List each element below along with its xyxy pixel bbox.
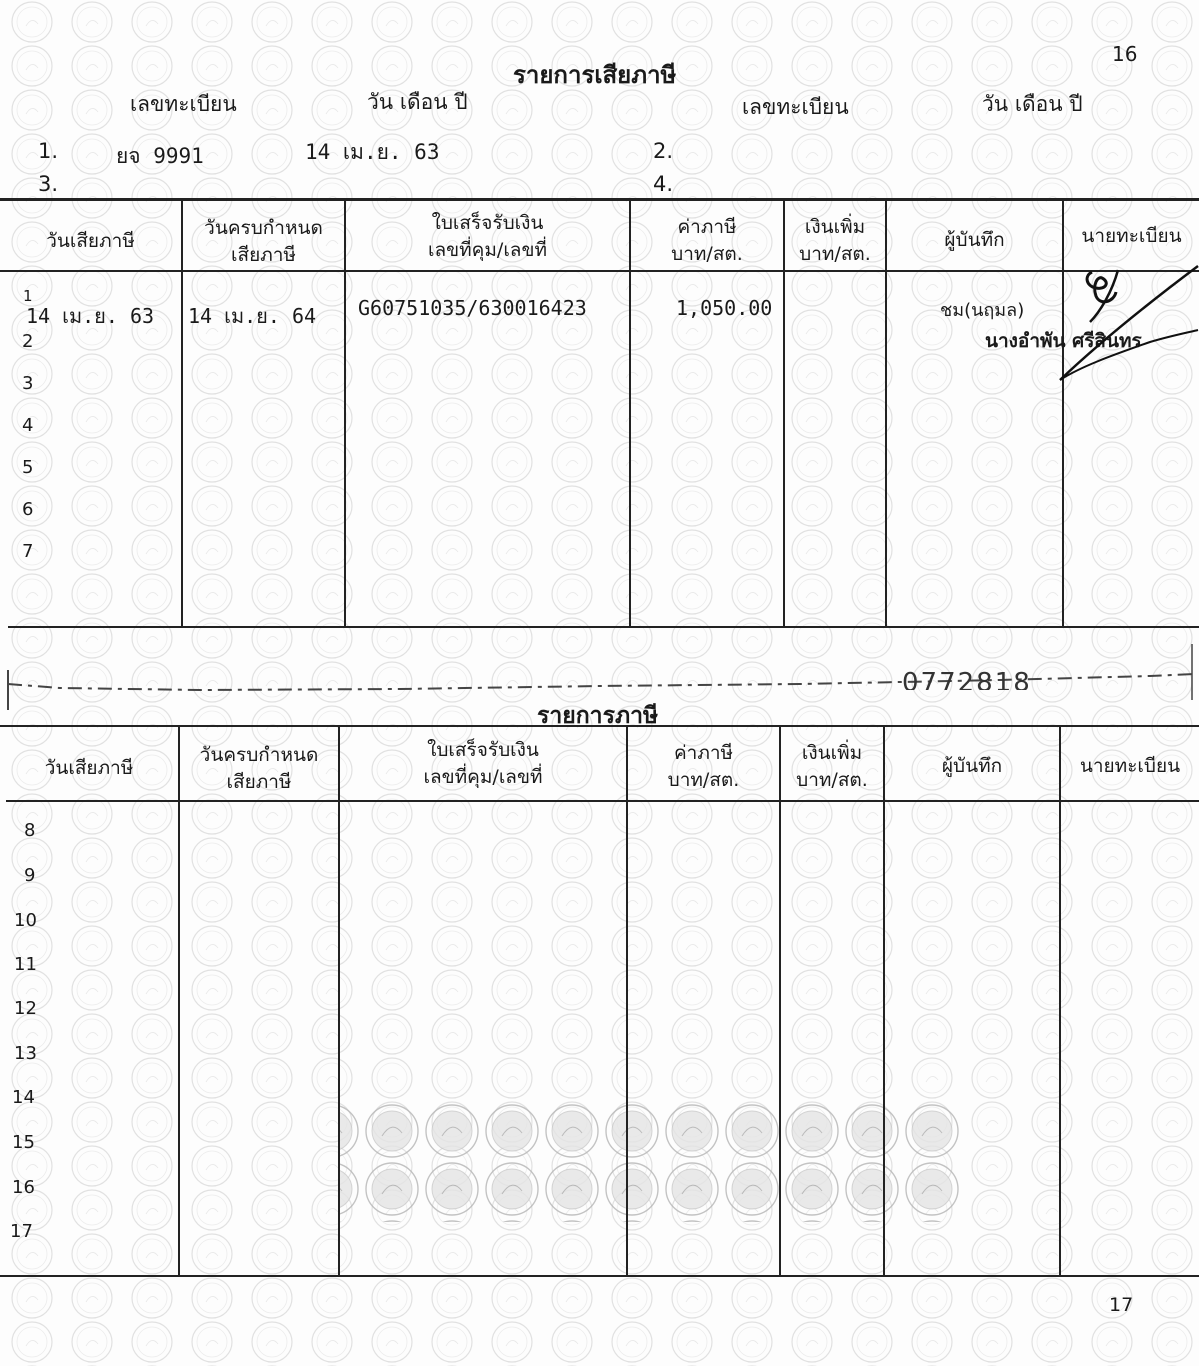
header-extra-amount (781, 740, 883, 794)
row-number: 4 (22, 415, 34, 436)
row-number: 12 (14, 998, 37, 1019)
table2-col-divider (779, 727, 781, 1275)
row-number: 3 (22, 373, 34, 394)
header-extra-line2: บาท/สต. (796, 769, 868, 791)
header-due-date-line1: วันครบกำหนด (199, 744, 319, 766)
header-tax-line1: ค่าภาษี (673, 742, 734, 764)
table2-col-divider (1059, 727, 1061, 1275)
date-label-left: วัน เดือน ปี (367, 90, 468, 114)
row-number: 7 (22, 541, 34, 562)
tax-list-title: รายการภาษี (537, 703, 659, 729)
header-tax-amount (628, 740, 779, 794)
table1-col-divider (885, 200, 887, 626)
header-tax-amount (631, 214, 783, 268)
page-number-top: 16 (1112, 42, 1138, 66)
entry-number-4: 4. (653, 172, 674, 196)
table2-header-rule (6, 800, 1199, 802)
header-tax-line1: ค่าภาษี (677, 216, 737, 238)
table2-bottom-rule (0, 1275, 1199, 1277)
header-receipt-line1: ใบเสร็จรับเงิน (427, 739, 539, 761)
header-extra-amount (785, 214, 885, 268)
header-receipt-line1: ใบเสร็จรับเงิน (431, 212, 544, 234)
row-number: 14 (12, 1087, 35, 1108)
row-number: 16 (12, 1177, 35, 1198)
entry-number-1: 1. (38, 139, 59, 163)
header-registrar: นายทะเบียน (1081, 225, 1182, 247)
section-break-rule (8, 626, 1199, 628)
header-receipt-line2: เลขที่คุม/เลขที่ (423, 766, 543, 788)
row-number: 8 (24, 820, 36, 841)
row1-recorder-name: นางอำพัน ศรีสินทร (985, 330, 1142, 352)
table1-top-rule (0, 198, 1199, 201)
row-number: 10 (14, 910, 37, 931)
entry-date-1: 14 เม.ย. 63 (305, 140, 440, 164)
header-extra-line2: บาท/สต. (799, 243, 871, 265)
header-due-date (183, 215, 344, 269)
tax-payment-title: รายการเสียภาษี (513, 61, 677, 89)
header-registrar: นายทะเบียน (1079, 755, 1181, 777)
row1-due-date: 14 เม.ย. 64 (188, 304, 317, 328)
row-number: 1 (23, 287, 33, 305)
row-number: 5 (22, 457, 34, 478)
row-number: 11 (14, 954, 37, 975)
row-number: 2 (22, 331, 34, 352)
header-due-date (180, 742, 338, 796)
row1-receipt-number: G60751035/630016423 (358, 296, 587, 320)
entry-number-2: 2. (653, 139, 674, 163)
header-receipt (340, 737, 626, 791)
header-extra-line1: เงินเพิ่ม (801, 742, 863, 764)
registration-label-right: เลขทะเบียน (742, 95, 849, 119)
row-number: 6 (22, 499, 34, 520)
entry-registration-1: ยจ 9991 (116, 144, 204, 168)
header-tax-date: วันเสียภาษี (46, 230, 135, 252)
header-receipt-line2: เลขที่คุม/เลขที่ (428, 239, 547, 261)
row-number: 17 (10, 1221, 33, 1242)
table2-col-divider (338, 727, 340, 1275)
row-number: 9 (24, 865, 36, 886)
header-due-date-line2: เสียภาษี (231, 244, 296, 266)
row-number: 13 (14, 1043, 37, 1064)
table2-col-divider (178, 727, 180, 1275)
header-recorder: ผู้บันทึก (941, 755, 1003, 777)
date-label-right: วัน เดือน ปี (982, 92, 1083, 116)
header-extra-line1: เงินเพิ่ม (804, 216, 866, 238)
registration-label-left: เลขทะเบียน (130, 92, 237, 116)
row1-recorder-stamp: ชม(นฤมล) (940, 300, 1025, 321)
separator-number: 0772818 (902, 668, 1032, 690)
registrar-signature (1040, 262, 1199, 398)
row-number: 15 (12, 1132, 35, 1153)
table2-col-divider (626, 727, 628, 1275)
entry-number-3: 3. (38, 172, 59, 196)
header-tax-line2: บาท/สต. (667, 769, 740, 791)
header-due-date-line1: วันครบกำหนด (204, 217, 323, 239)
page-number-bottom: 17 (1109, 1294, 1134, 1316)
table2-col-divider (883, 727, 885, 1275)
row1-tax-date: 14 เม.ย. 63 (26, 304, 155, 328)
header-recorder: ผู้บันทึก (944, 229, 1005, 251)
table1-header-rule (0, 270, 1199, 272)
header-tax-date: วันเสียภาษี (44, 757, 134, 779)
header-receipt (346, 210, 629, 264)
header-tax-line2: บาท/สต. (671, 243, 743, 265)
row1-tax-amount: 1,050.00 (676, 296, 773, 320)
header-due-date-line2: เสียภาษี (226, 771, 292, 793)
